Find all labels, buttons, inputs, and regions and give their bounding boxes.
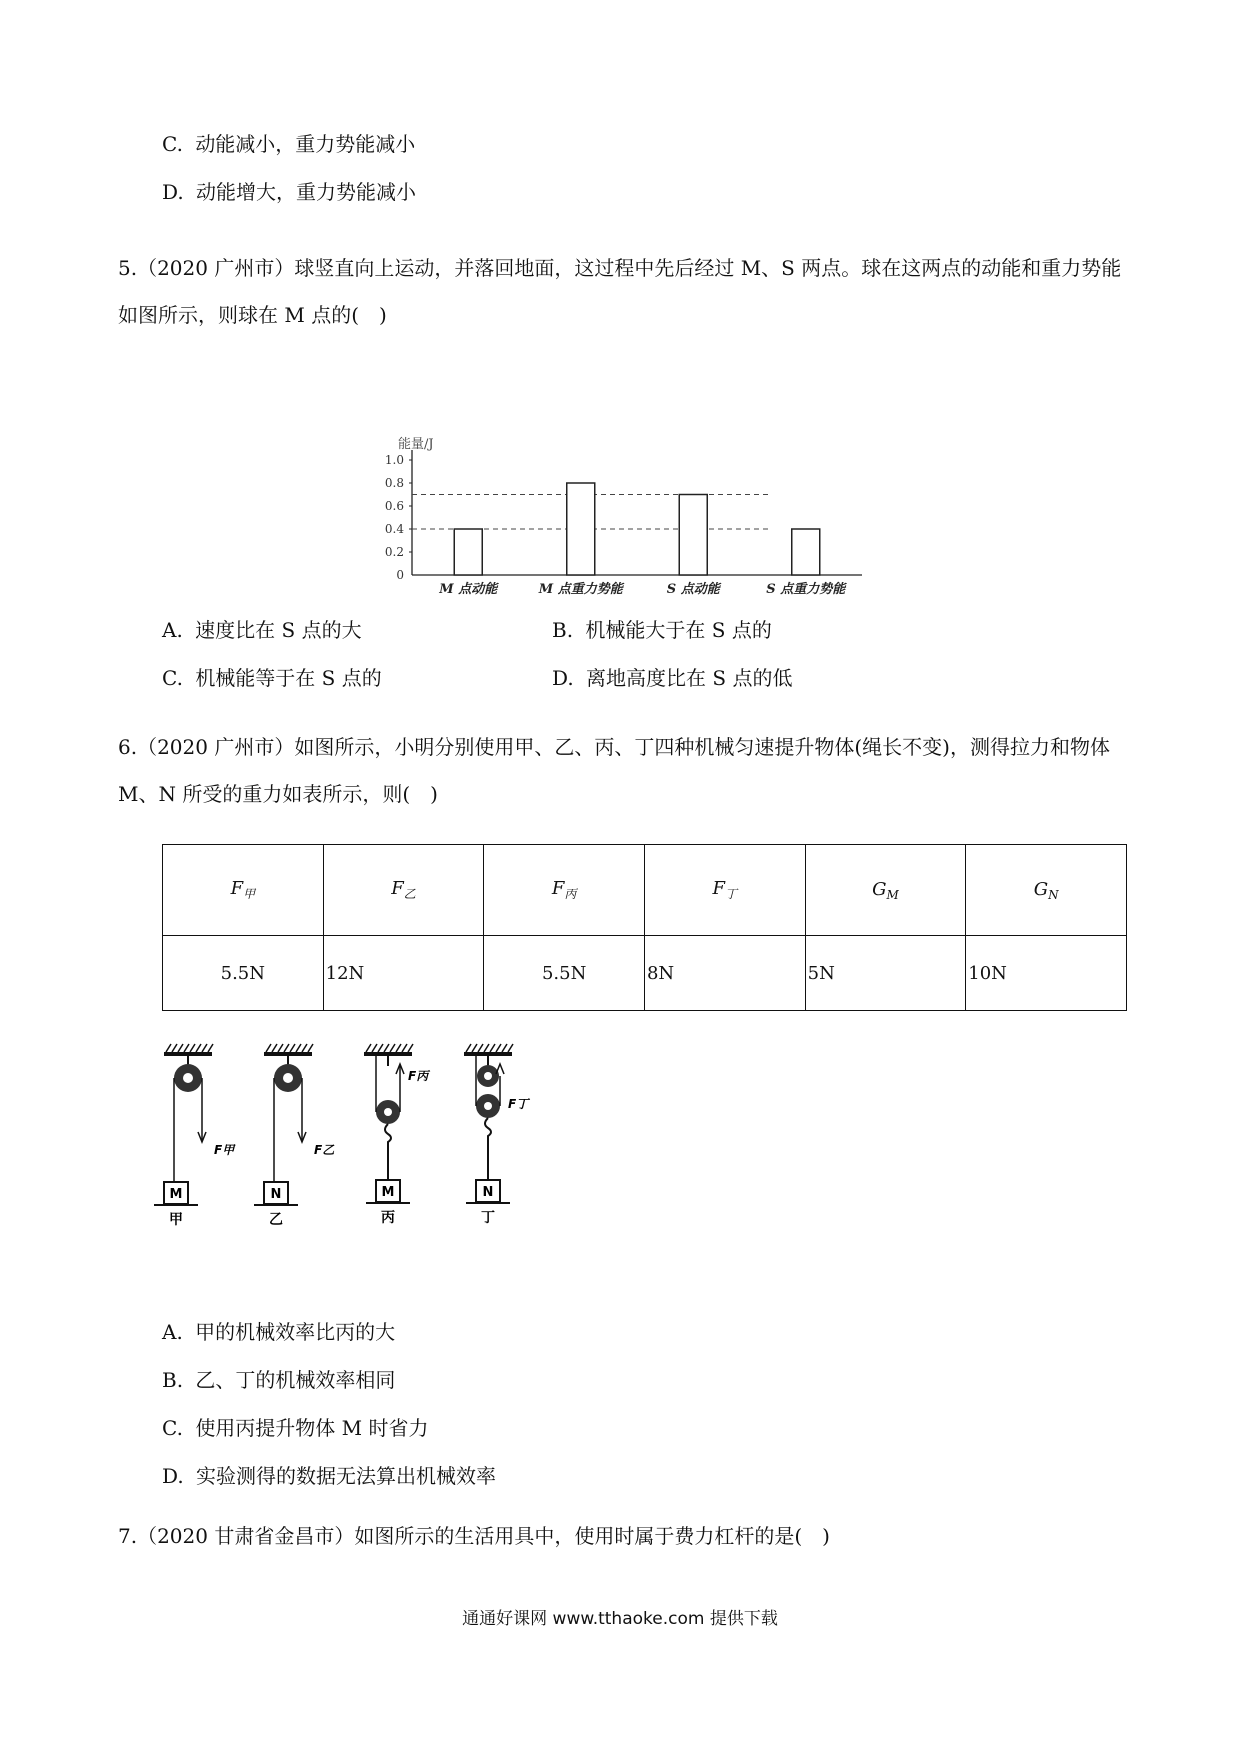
ceiling-hatch [184,1044,189,1052]
pulley-setup [364,1044,431,1226]
option-letter: A. [162,618,183,642]
option-letter: D. [162,1464,184,1488]
y-tick-label: 0.6 [384,499,404,513]
table-cell: 12N [323,936,484,1011]
option-text: 机械能等于在 S 点的 [195,666,382,690]
ceiling-hatch [478,1044,483,1052]
ceiling-hatch [302,1044,307,1052]
force-label: F乙 [314,1143,335,1157]
option-letter: B. [552,618,574,642]
q6-option-d [162,1462,496,1490]
pulley-setup [464,1044,530,1226]
table-cell: 5N [805,936,966,1011]
table-cell: 8N [644,936,805,1011]
ceiling-hatch [408,1044,413,1052]
option-text: 使用丙提升物体 M 时省力 [195,1416,429,1440]
pulley-axle [283,1073,293,1083]
ceiling-hatch [484,1044,489,1052]
page-footer: 通通好课网 www.tthaoke.com 提供下载 [462,1609,778,1629]
table-cell: 5.5N [484,936,645,1011]
ceiling-hatch [396,1044,401,1052]
ceiling-hatch [466,1044,471,1052]
hook [485,1118,491,1180]
ceiling-hatch [202,1044,207,1052]
option-text: 乙、丁的机械效率相同 [195,1368,396,1392]
question-6-text: 6.（2020 广州市）如图所示，小明分别使用甲、乙、丙、丁四种机械匀速提升物体(绳长不变)，测得拉力和物体 M、N 所受的重力如表所示，则( ) [118,735,1110,806]
option-text: 离地高度比在 S 点的低 [586,666,793,690]
ceiling-hatch [296,1044,301,1052]
ceiling-hatch [384,1044,389,1052]
option-c-prev [162,130,415,158]
ceiling-hatch [166,1044,171,1052]
block-label: N [270,1187,282,1202]
force-label: F丙 [408,1069,429,1083]
ceiling-hatch [372,1044,377,1052]
q5-option-d [552,664,792,692]
figure-caption: 丁 [481,1210,495,1226]
q6-option-b [162,1366,395,1394]
force-arrow [496,1064,504,1074]
ceiling-hatch [272,1044,277,1052]
ceiling-hatch [290,1044,295,1052]
x-category-label: M 点动能 [439,582,498,597]
option-text: 动能增大，重力势能减小 [196,180,417,204]
block-label: M [169,1187,183,1202]
option-letter: A. [162,1320,183,1344]
table-header-cell: $G_N$ [966,845,1127,936]
q6-option-c [162,1414,429,1442]
x-category-label: S 点动能 [666,582,720,597]
bar [567,483,595,575]
q5-option-a [162,616,362,644]
ceiling-hatch [266,1044,271,1052]
table-header-cell: $F_丙$ [484,845,645,936]
ceiling-hatch [208,1044,213,1052]
ceiling-hatch [502,1044,507,1052]
q5-option-b [552,616,772,644]
block-label: M [381,1185,395,1200]
pulley-setup [254,1044,335,1228]
table-cell: 10N [966,936,1127,1011]
ceiling-hatch [178,1044,183,1052]
table-header-cell: $F_甲$ [163,845,324,936]
option-letter: C. [162,666,183,690]
figure-caption: 乙 [269,1212,283,1228]
ceiling-hatch [278,1044,283,1052]
y-tick-label: 0.2 [384,545,404,559]
figure-caption: 丙 [381,1210,395,1226]
option-letter: C. [162,1416,183,1440]
table-cell: 5.5N [163,936,324,1011]
option-text: 实验测得的数据无法算出机械效率 [196,1464,497,1488]
table-header-cell: $F_丁$ [644,845,805,936]
force-label: F丁 [508,1097,529,1111]
y-tick-label: 0 [396,568,404,582]
q6-option-a [162,1318,395,1346]
question-7-text: 7.（2020 甘肃省金昌市）如图所示的生活用具中，使用时属于费力杠杆的是( ) [118,1524,830,1548]
pulley-axle [484,1102,492,1110]
ceiling-hatch [508,1044,513,1052]
y-tick-label: 0.8 [384,476,404,490]
figure-caption: 甲 [169,1212,183,1228]
ceiling-hatch [378,1044,383,1052]
bar [679,495,707,576]
force-table [162,844,1127,1011]
pulley-setup [154,1044,236,1228]
pulley-axle [183,1073,193,1083]
option-letter: D. [162,180,184,204]
pulley-axle [484,1072,492,1080]
option-letter: C. [162,132,183,156]
q5-option-c [162,664,382,692]
pulley-axle [384,1108,392,1116]
y-tick-label: 1.0 [384,453,404,467]
y-axis-label: 能量/J [398,437,434,452]
bar [792,529,820,575]
ceiling-hatch [490,1044,495,1052]
ceiling-hatch [366,1044,371,1052]
ceiling-hatch [308,1044,313,1052]
hook [385,1124,391,1180]
option-text: 机械能大于在 S 点的 [585,618,772,642]
bar [454,529,482,575]
option-text: 甲的机械效率比丙的大 [195,1320,396,1344]
option-letter: D. [552,666,574,690]
option-text: 速度比在 S 点的大 [195,618,362,642]
ceiling-hatch [196,1044,201,1052]
ceiling-hatch [496,1044,501,1052]
table-header-cell: $G_M$ [805,845,966,936]
table-header-cell: $F_乙$ [323,845,484,936]
option-d-prev [162,178,416,206]
ceiling-hatch [390,1044,395,1052]
pulley-diagram [150,1040,550,1230]
ceiling-hatch [190,1044,195,1052]
question-5-text: 5.（2020 广州市）球竖直向上运动，并落回地面，这过程中先后经过 M、S 两点。球在这两点的动能和重力势能如图所示，则球在 M 点的( ) [118,256,1122,327]
energy-bar-chart [370,436,870,606]
ceiling-hatch [284,1044,289,1052]
option-text: 动能减小，重力势能减小 [195,132,416,156]
block-label: N [482,1185,494,1200]
table-row [163,936,1127,1011]
table-header-row [163,845,1127,936]
x-category-label: S 点重力势能 [766,582,846,597]
ceiling-hatch [172,1044,177,1052]
option-letter: B. [162,1368,184,1392]
ceiling-hatch [472,1044,477,1052]
y-tick-label: 0.4 [384,522,404,536]
ceiling-hatch [402,1044,407,1052]
force-label: F甲 [214,1143,235,1157]
x-category-label: M 点重力势能 [538,582,623,597]
